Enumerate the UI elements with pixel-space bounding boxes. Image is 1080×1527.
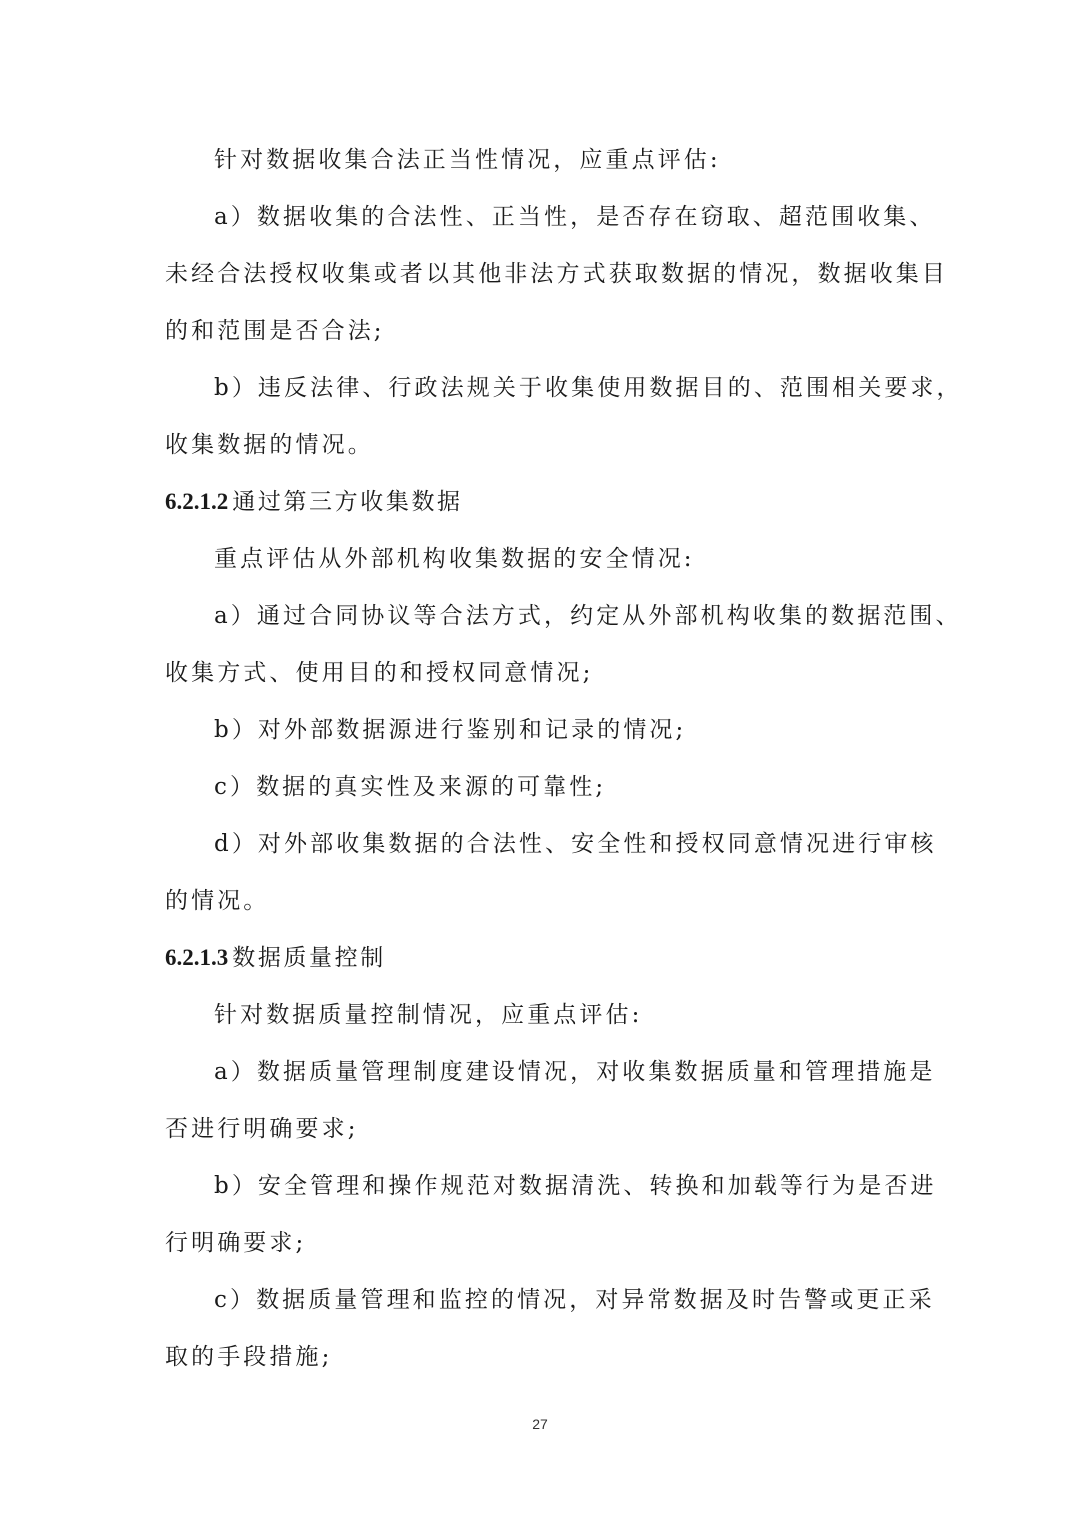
paragraph-line: 收集数据的情况。 bbox=[165, 432, 374, 458]
list-item-c: c）数据质量管理和监控的情况，对异常数据及时告警或更正采 bbox=[214, 1287, 935, 1313]
list-item-a: a）通过合同协议等合法方式，约定从外部机构收集的数据范围、 bbox=[214, 603, 962, 629]
paragraph-line: 收集方式、使用目的和授权同意情况; bbox=[165, 660, 594, 686]
list-item-a: a）数据收集的合法性、正当性，是否存在窃取、超范围收集、 bbox=[214, 204, 936, 230]
page-number: 27 bbox=[532, 1416, 548, 1432]
section-title: 数据质量控制 bbox=[232, 945, 386, 971]
paragraph-line: 针对数据收集合法正当性情况，应重点评估: bbox=[214, 147, 721, 173]
paragraph-line: 重点评估从外部机构收集数据的安全情况: bbox=[214, 546, 695, 572]
paragraph-line: 的情况。 bbox=[165, 888, 270, 914]
paragraph-line: 针对数据质量控制情况，应重点评估: bbox=[214, 1002, 643, 1028]
section-number: 6.2.1.3 bbox=[165, 945, 229, 970]
section-heading-6-2-1-3 bbox=[165, 936, 917, 993]
paragraph-line: 行明确要求; bbox=[165, 1230, 307, 1256]
paragraph-line: 未经合法授权收集或者以其他非法方式获取数据的情况，数据收集目 bbox=[165, 261, 948, 287]
section-number: 6.2.1.2 bbox=[165, 489, 229, 514]
list-item-b: b）安全管理和操作规范对数据清洗、转换和加载等行为是否进 bbox=[214, 1173, 937, 1199]
list-item-b: b）违反法律、行政法规关于收集使用数据目的、范围相关要求， bbox=[214, 375, 963, 401]
section-heading-6-2-1-2 bbox=[165, 480, 917, 537]
list-item-d: d）对外部收集数据的合法性、安全性和授权同意情况进行审核 bbox=[214, 831, 937, 857]
list-item-b: b）对外部数据源进行鉴别和记录的情况; bbox=[214, 717, 687, 743]
paragraph-line: 否进行明确要求; bbox=[165, 1116, 359, 1142]
list-item-c: c）数据的真实性及来源的可靠性; bbox=[214, 774, 607, 800]
paragraph-line: 取的手段措施; bbox=[165, 1344, 333, 1370]
paragraph-line: 的和范围是否合法; bbox=[165, 318, 385, 344]
page-content bbox=[165, 138, 963, 1392]
section-title: 通过第三方收集数据 bbox=[232, 489, 463, 515]
list-item-a: a）数据质量管理制度建设情况，对收集数据质量和管理措施是 bbox=[214, 1059, 936, 1085]
